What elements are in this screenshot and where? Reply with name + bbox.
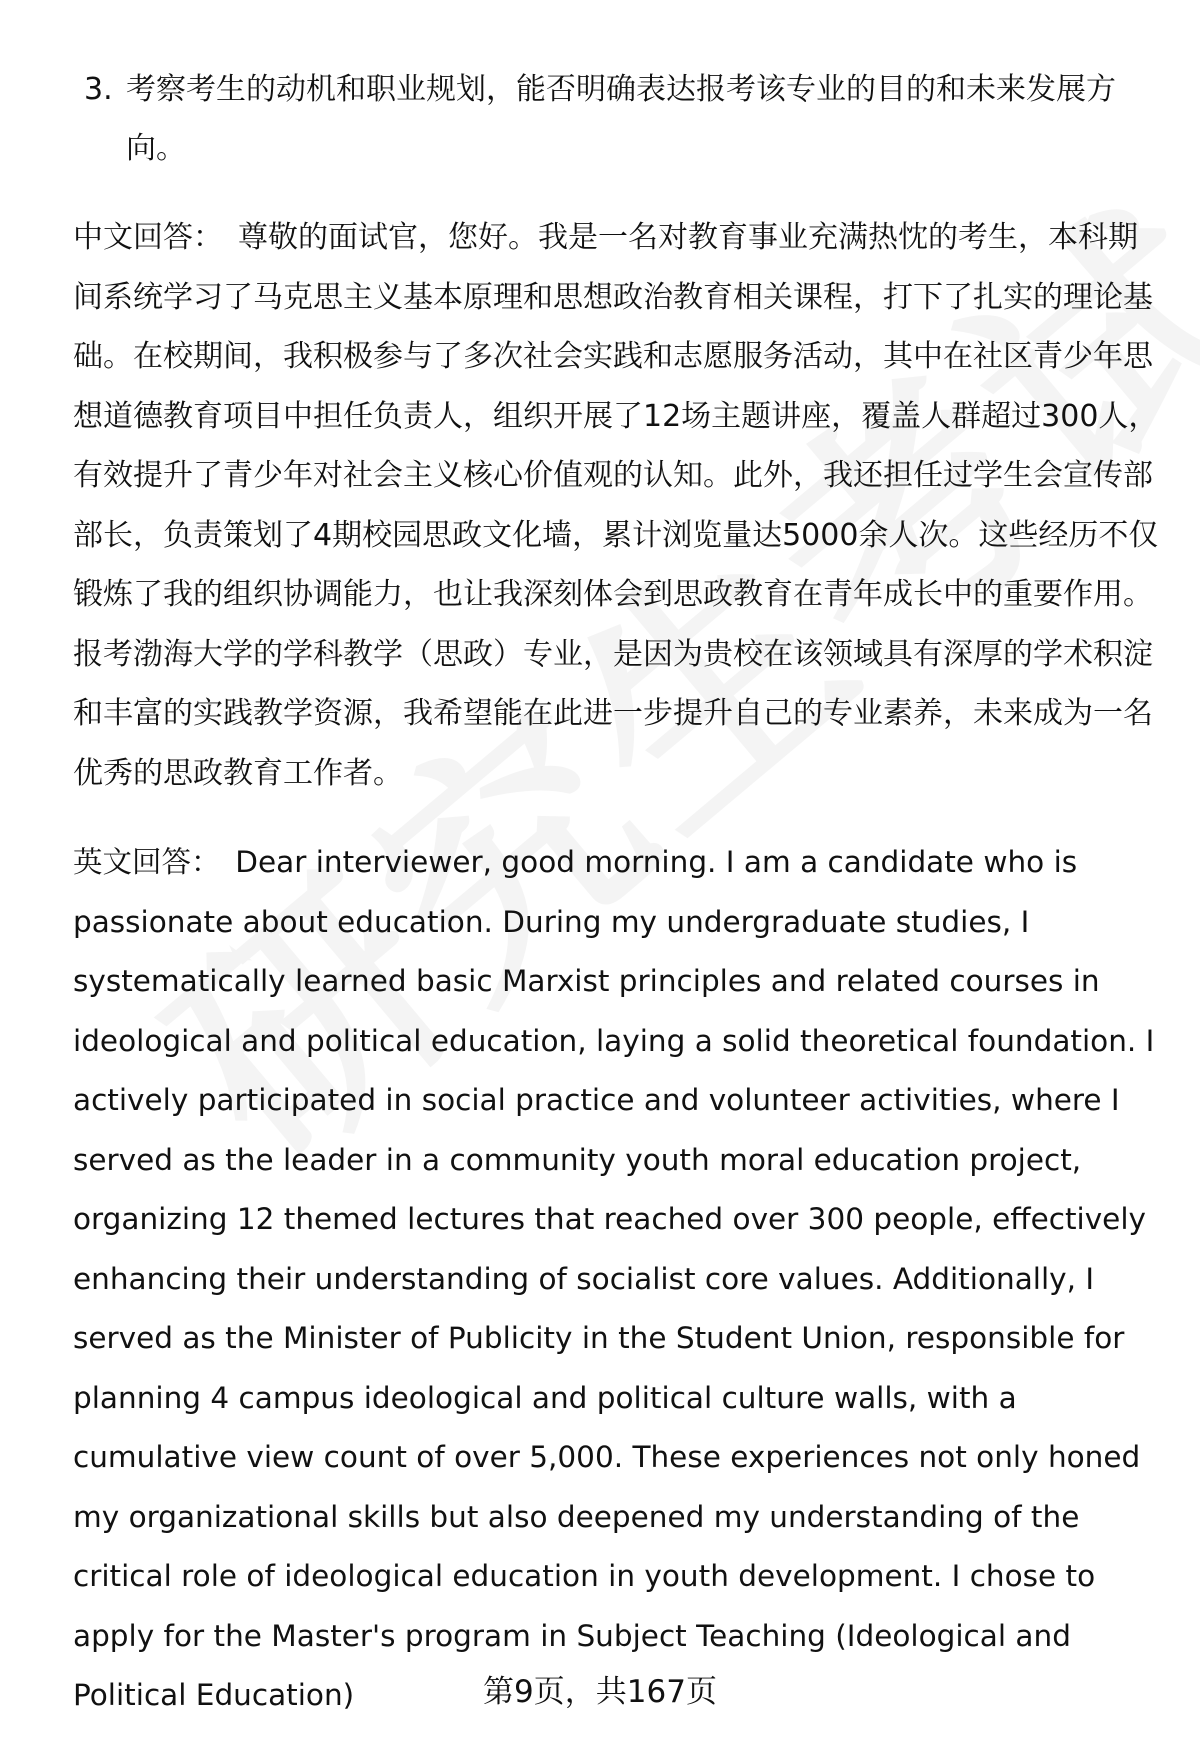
page-number-footer: 第9页，共167页 (483, 1674, 717, 1710)
english-answer-label: 英文回答： (73, 845, 221, 879)
chinese-answer-section (73, 208, 1163, 803)
english-answer-text: Dear interviewer, good morning. I am a candidate who is passionate about education. During my undergraduate studies, I systematically learned basic Marxist principles and related courses in ideological and political education, laying a solid theoretical foundation. I actively participated in social practice and volunteer activities, where I served as the leader in a community youth moral education project, organizing 12 themed lectures that reached over 300 people, effectively enhancing their understanding of socialist core values. Additionally, I served as the Minister of Publicity in the Student Union, responsible for planning 4 campus ideological and political culture walls, with a cumulative view count of over 5,000. These experiences not only honed my organizational skills but also deepened my understanding of the critical role of ideological education in youth development. I chose to apply for the Master's program in Subject Teaching (Ideological and Political Education) (73, 845, 1155, 1712)
chinese-answer-text: 尊敬的面试官，您好。我是一名对教育事业充满热忱的考生，本科期间系统学习了马克思主义基本原理和思想政治教育相关课程，打下了扎实的理论基础。在校期间，我积极参与了多次社会实践和志愿服务活动，其中在社区青少年思想道德教育项目中担任负责人，组织开展了12场主题讲座，覆盖人群超过300人，有效提升了青少年对社会主义核心价值观的认知。此外，我还担任过学生会宣传部部长，负责策划了4期校园思政文化墙，累计浏览量达5000余人次。这些经历不仅锻炼了我的组织协调能力，也让我深刻体会到思政教育在青年成长中的重要作用。报考渤海大学的学科教学（思政）专业，是因为贵校在该领域具有深厚的学术积淀和丰富的实践教学资源，我希望能在此进一步提升自己的专业素养，未来成为一名优秀的思政教育工作者。 (73, 220, 1159, 791)
chinese-answer-label: 中文回答： (73, 220, 223, 255)
english-answer-section (73, 833, 1163, 1726)
question-number: 3. (84, 72, 113, 107)
question-text: 考察考生的动机和职业规划，能否明确表达报考该专业的目的和未来发展方向。 (126, 72, 1116, 166)
question-item (84, 60, 1164, 178)
